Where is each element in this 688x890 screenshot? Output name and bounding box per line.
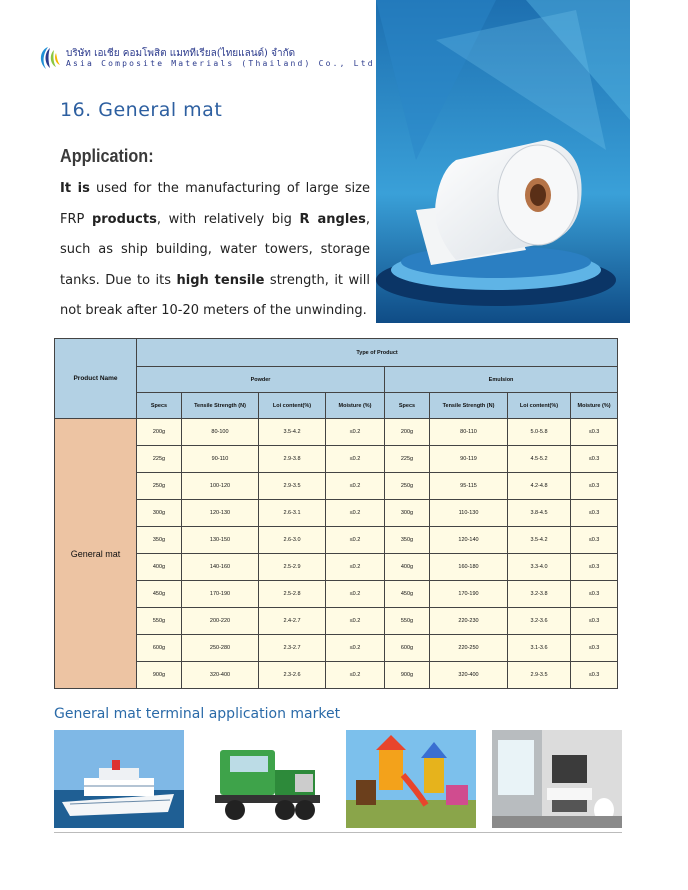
table-cell: 2.9-3.5 [508,662,571,689]
table-cell: 130-150 [182,527,259,554]
spec-table [54,338,618,689]
table-cell: 120-130 [182,500,259,527]
table-cell: 3.3-4.0 [508,554,571,581]
table-row [55,500,618,527]
table-cell: ≤0.2 [326,554,385,581]
column-header: Moisture (%) [571,393,618,419]
company-name-english: Asia Composite Materials (Thailand) Co., Ltd [66,59,375,68]
type-of-product-header: Type of Product [137,339,618,367]
column-header: Specs [385,393,430,419]
table-cell: ≤0.2 [326,608,385,635]
table-cell: 225g [137,446,182,473]
table-cell: 220-250 [430,635,508,662]
table-cell: 200g [385,419,430,446]
table-cell: 2.9-3.5 [259,473,326,500]
table-cell: 3.2-3.8 [508,581,571,608]
table-cell: 400g [137,554,182,581]
cruise-ship-image [54,730,184,828]
table-cell: 2.3-2.7 [259,635,326,662]
application-description: It is used for the manufacturing of large size FRP products, with relatively big R angles, such as ship building, water towers, storage tanks. Due to its high tensile strength, it will not break after 10-20 meters of the unwinding. [60,181,370,318]
table-cell: ≤0.3 [571,608,618,635]
table-cell: 4.2-4.8 [508,473,571,500]
table-cell: 400g [385,554,430,581]
table-row [55,635,618,662]
bottom-divider [54,832,622,833]
table-cell: 110-130 [430,500,508,527]
table-cell: ≤0.3 [571,635,618,662]
green-truck-image [200,730,330,828]
market-title: General mat terminal application market [54,706,341,722]
table-cell: 250-280 [182,635,259,662]
table-cell: 3.5-4.2 [259,419,326,446]
table-cell: 3.8-4.5 [508,500,571,527]
table-cell: ≤0.3 [571,581,618,608]
table-row [55,581,618,608]
table-row [55,446,618,473]
table-cell: 900g [137,662,182,689]
table-cell: 350g [137,527,182,554]
table-row [55,554,618,581]
table-cell: ≤0.2 [326,419,385,446]
table-cell: 900g [385,662,430,689]
table-cell: 200g [137,419,182,446]
table-cell: 320-400 [182,662,259,689]
table-cell: 140-160 [182,554,259,581]
table-cell: 120-140 [430,527,508,554]
table-cell: 170-190 [182,581,259,608]
column-header: Loi content(%) [508,393,571,419]
emulsion-header: Emulsion [385,367,618,393]
table-row [55,473,618,500]
table-cell: 250g [137,473,182,500]
table-cell: 100-120 [182,473,259,500]
table-row [55,419,618,446]
table-cell: 170-190 [430,581,508,608]
table-cell: 160-180 [430,554,508,581]
product-name-header: Product Name [55,339,137,419]
fiberglass-roll-image [376,0,630,323]
table-cell: 2.6-3.1 [259,500,326,527]
table-cell: ≤0.3 [571,500,618,527]
playground-image [346,730,476,828]
column-header: Moisture (%) [326,393,385,419]
table-cell: 2.5-2.9 [259,554,326,581]
table-cell: 225g [385,446,430,473]
table-cell: 95-115 [430,473,508,500]
bathroom-image [492,730,622,828]
column-header: Loi content(%) [259,393,326,419]
application-heading: Application: [60,146,154,166]
table-cell: 200-220 [182,608,259,635]
product-title: 16. General mat [60,99,223,121]
product-name-cell: General mat [55,419,137,689]
table-cell: 320-400 [430,662,508,689]
table-cell: 300g [137,500,182,527]
table-cell: 90-119 [430,446,508,473]
table-cell: 550g [137,608,182,635]
table-cell: 350g [385,527,430,554]
table-cell: ≤0.3 [571,473,618,500]
table-cell: ≤0.2 [326,446,385,473]
table-cell: 5.0-5.8 [508,419,571,446]
table-cell: 550g [385,608,430,635]
table-cell: 2.4-2.7 [259,608,326,635]
table-cell: ≤0.3 [571,554,618,581]
table-cell: 3.2-3.6 [508,608,571,635]
table-cell: ≤0.3 [571,662,618,689]
table-cell: ≤0.3 [571,419,618,446]
column-header: Specs [137,393,182,419]
table-cell: ≤0.2 [326,500,385,527]
table-cell: ≤0.2 [326,662,385,689]
table-cell: 220-230 [430,608,508,635]
column-header: Tensile Strength (N) [430,393,508,419]
table-cell: ≤0.3 [571,527,618,554]
table-cell: 450g [137,581,182,608]
table-cell: 3.1-3.6 [508,635,571,662]
table-cell: 80-110 [430,419,508,446]
table-cell: ≤0.2 [326,581,385,608]
table-cell: ≤0.2 [326,527,385,554]
table-cell: 2.9-3.8 [259,446,326,473]
table-cell: 90-110 [182,446,259,473]
table-cell: 2.5-2.8 [259,581,326,608]
table-row [55,527,618,554]
table-cell: 250g [385,473,430,500]
table-row [55,662,618,689]
column-header: Tensile Strength (N) [182,393,259,419]
table-row [55,608,618,635]
powder-header: Powder [137,367,385,393]
table-cell: 600g [137,635,182,662]
table-cell: 2.3-2.6 [259,662,326,689]
table-cell: 3.5-4.2 [508,527,571,554]
table-cell: 300g [385,500,430,527]
table-cell: ≤0.3 [571,446,618,473]
table-cell: 80-100 [182,419,259,446]
table-cell: 450g [385,581,430,608]
table-cell: 600g [385,635,430,662]
table-cell: ≤0.2 [326,635,385,662]
table-cell: ≤0.2 [326,473,385,500]
company-name-thai: บริษัท เอเชีย คอมโพสิต แมททีเรียล(ไทยแลนด์) จำกัด [66,48,296,59]
table-cell: 4.5-5.2 [508,446,571,473]
table-cell: 2.6-3.0 [259,527,326,554]
